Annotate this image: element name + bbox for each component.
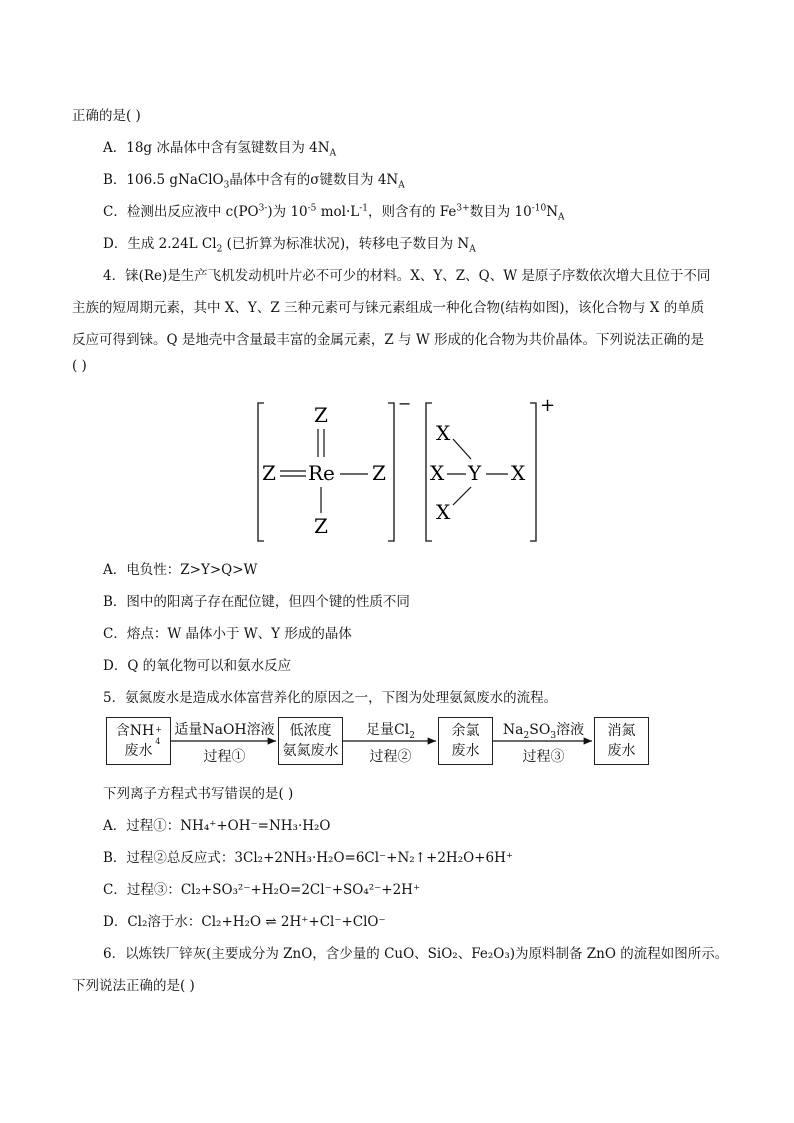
cation-ligand-right: X <box>511 461 526 485</box>
q4-stem-line2: 主族的短周期元素，其中 X、Y、Z 三种元素可与铼元素组成一种化合物(结构如图)，该化合物与 X 的单质 <box>72 300 705 316</box>
q5-option-b: B．过程②总反应式：3Cl₂+2NH₃·H₂O=6Cl⁻+N₂↑+2H₂O+6H⁺ <box>103 850 513 866</box>
q3-tail: 正确的是( ) <box>72 108 141 124</box>
flow-box-residual-chlorine: 余氯 废水 <box>438 717 493 765</box>
q4-option-d: D．Q 的氧化物可以和氨水反应 <box>103 658 292 674</box>
q4-stem-line1: 4．铼(Re)是生产飞机发动机叶片必不可少的材料。X、Y、Z、Q、W 是原子序数依次增大且位于不同 <box>103 268 711 284</box>
q4-stem-line4: ( ) <box>72 358 87 374</box>
anion-center: Re <box>308 461 335 485</box>
q6-stem-line2: 下列说法正确的是( ) <box>72 978 195 994</box>
q5-option-d: D．Cl₂溶于水：Cl₂+H₂O ⇌ 2H⁺+Cl⁻+ClO⁻ <box>103 914 386 930</box>
q3-option-c: C．检测出反应液中 $c(PO^{3-})$为 $10^{-5}$ $mol\cdot L^{-1}$，则含有的 $Fe^{3+}$数目为 $10^{-10}N_A$ <box>103 203 565 223</box>
flow-arrow2-reagent: 足量$Cl_2$ <box>366 722 415 741</box>
q5-question: 下列离子方程式书写错误的是( ) <box>103 786 294 802</box>
cation-ligand-top: X <box>436 421 451 445</box>
flow-arrow1-reagent: 适量NaOH溶液 <box>174 722 275 738</box>
q4-option-c: C．熔点：W 晶体小于 W、Y 形成的晶体 <box>103 626 352 642</box>
q5-option-a: A．过程①：NH₄⁺+OH⁻=NH₃·H₂O <box>103 818 331 834</box>
flow-box-nh4-wastewater: 含NH + 4 废水 <box>106 717 171 765</box>
anion-charge: − <box>398 395 412 413</box>
q6-stem-line1: 6．以炼铁厂锌灰(主要成分为 ZnO，含少量的 CuO、SiO₂、Fe₂O₃)为原料制备 ZnO 的流程如图所示。 <box>103 946 729 962</box>
flow-box-low-ammonia: 低浓度 氨氮废水 <box>278 717 343 765</box>
q5-option-c: C．过程③：Cl₂+SO₃²⁻+H₂O=2Cl⁻+SO₄²⁻+2H⁺ <box>103 882 421 898</box>
q4-option-a: A．电负性：Z>Y>Q>W <box>103 562 258 578</box>
cation-ligand-left: X <box>430 461 445 485</box>
anion-ligand-top: Z <box>314 403 328 427</box>
flow-arrow3-reagent: $Na_2SO_3$溶液 <box>502 722 585 741</box>
anion-ligand-bottom: Z <box>314 514 328 538</box>
flow-arrow2-step: 过程② <box>369 749 412 765</box>
flow-arrow1-step: 过程① <box>203 749 246 765</box>
cation-ligand-bottom: X <box>436 500 451 524</box>
flow-arrow3-step: 过程③ <box>522 749 565 765</box>
q4-stem-line3: 反应可得到铼。Q 是地壳中含量最丰富的金属元素，Z 与 W 形成的化合物为共价晶体。下列说法正确的是 <box>72 332 704 348</box>
anion-ligand-right: Z <box>372 461 386 485</box>
q3-option-b: B．106.5 gNaClO$_3$晶体中含有的σ键数目为 $4N_A$ <box>103 172 405 191</box>
q3-option-d: D．生成 2.24L $Cl_2$ (已折算为标准状况)，转移电子数目为 $N_A$ <box>103 236 476 255</box>
q3-option-a: A．18g 冰晶体中含有氢键数目为 $4N_A$ <box>103 140 337 159</box>
cation-charge: + <box>540 395 556 416</box>
cation-center: Y <box>468 461 482 485</box>
q5-stem: 5．氨氮废水是造成水体富营养化的原因之一，下图为处理氨氮废水的流程。 <box>103 690 558 706</box>
flow-box-denitrified: 消氮 废水 <box>594 717 649 765</box>
q4-option-b: B．图中的阳离子存在配位键，但四个键的性质不同 <box>103 594 410 610</box>
anion-ligand-left: Z <box>262 461 276 485</box>
